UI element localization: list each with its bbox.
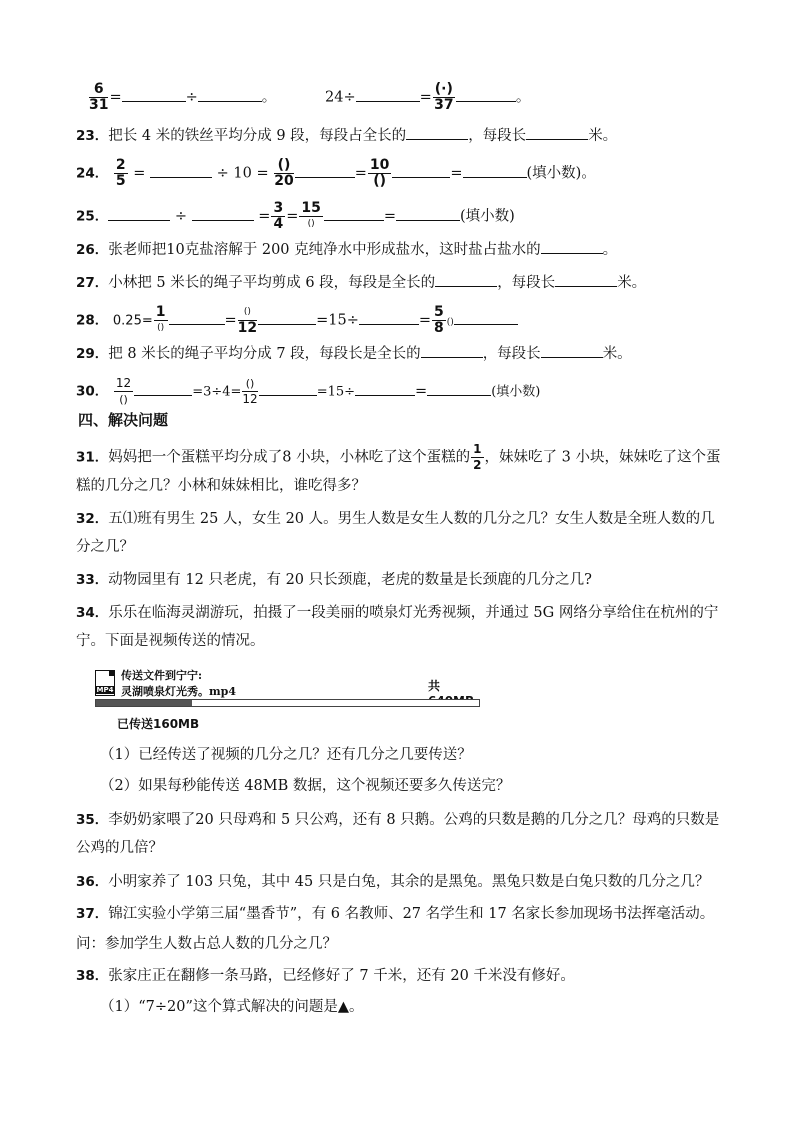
answer-blank[interactable] bbox=[396, 205, 460, 221]
question-30: 30． $\frac{12}{()}$ =3÷4= $\frac{()}{12}$ =15÷ = (填小数) bbox=[76, 376, 541, 406]
question-38: 38．张家庄正在翻修一条马路，已经修好了 7 千米，还有 20 千米没有修好。 bbox=[76, 968, 575, 984]
answer-blank[interactable] bbox=[555, 271, 617, 287]
question-32: 32．五⑴班有男生 25 人，女生 20 人。男生人数是女生人数的几分之几？女生人数是全班人数的几 bbox=[76, 511, 715, 527]
answer-blank[interactable] bbox=[392, 162, 450, 178]
section-heading: 四、解决问题 bbox=[78, 411, 169, 429]
question-35: 35．李奶奶家喂了20 只母鸡和 5 只公鸡，还有 8 只鹅。公鸡的只数是鹅的几分之几？母鸡的只数是 bbox=[76, 812, 720, 828]
fraction: $\frac{15}{()}$ bbox=[301, 200, 321, 229]
question-34-sub1: （1）已经传送了视频的几分之几？还有几分之几要传送？ bbox=[100, 747, 472, 763]
transfer-total-size: 共 bbox=[428, 679, 441, 693]
fraction: $\frac{()}{12}$ bbox=[237, 307, 258, 336]
answer-blank[interactable] bbox=[463, 162, 527, 178]
fraction: $\frac{(\cdot)}{37}$ bbox=[434, 81, 454, 113]
answer-blank[interactable] bbox=[356, 86, 420, 102]
question-34: 34．乐乐在临海灵湖游玩，拍摄了一段美丽的喷泉灯光秀视频，并通过 5G 网络分享给住在杭州的宁 bbox=[76, 605, 719, 621]
answer-blank[interactable] bbox=[541, 238, 603, 254]
question-38-sub1: （1）“7÷20”这个算式解决的问题是▲。 bbox=[100, 999, 364, 1015]
answer-blank[interactable] bbox=[122, 86, 186, 102]
question-26: 26．张老师把10克盐溶解于 200 克纯净水中形成盐水，这时盐占盐水的 。 bbox=[76, 238, 617, 260]
question-37: 37．锦江实验小学第三届“墨香节”，有 6 名教师、27 名学生和 17 名家长参加现场书法挥毫活动。 bbox=[76, 906, 715, 922]
transfer-progress-fill bbox=[96, 700, 192, 706]
answer-blank[interactable] bbox=[324, 205, 384, 221]
question-35-line2: 公鸡的几倍？ bbox=[76, 840, 163, 856]
answer-blank[interactable] bbox=[192, 205, 254, 221]
answer-blank[interactable] bbox=[134, 380, 192, 396]
answer-blank[interactable] bbox=[295, 162, 355, 178]
question-27: 27．小林把 5 米长的绳子平均剪成 6 段，每段是全长的 ，每段长 米。 bbox=[76, 271, 646, 293]
question-34-line2: 宁。下面是视频传送的情况。 bbox=[76, 633, 265, 649]
question-32-line2: 分之几？ bbox=[76, 539, 134, 555]
fraction: $\frac{1}{2}$ bbox=[473, 442, 482, 472]
answer-blank[interactable] bbox=[421, 342, 483, 358]
question-33: 33．动物园里有 12 只老虎，有 20 只长颈鹿，老虎的数量是长颈鹿的几分之几? bbox=[76, 572, 592, 588]
answer-blank[interactable] bbox=[435, 271, 497, 287]
answer-blank[interactable] bbox=[526, 124, 588, 140]
question-31: 31．妈妈把一个蛋糕平均分成了8 小块，小林吃了这个蛋糕的 $\frac{1}{2}$ ，妹妹吃了 3 小块，妹妹吃了这个蛋 bbox=[76, 442, 721, 472]
question-31-line2: 糕的几分之几？小林和妹妹相比，谁吃得多？ bbox=[76, 478, 366, 494]
question-22: $\frac{6}{31}$ = ÷ 。 bbox=[89, 81, 277, 113]
transfer-title: 传送文件到宁宁: bbox=[121, 669, 203, 682]
question-22-right: 24÷ = $\frac{(\cdot)}{37}$ 。 bbox=[325, 81, 531, 113]
answer-blank[interactable] bbox=[454, 309, 518, 325]
fraction: $\frac{12}{()}$ bbox=[115, 376, 132, 406]
answer-blank[interactable] bbox=[359, 309, 419, 325]
answer-blank[interactable] bbox=[108, 205, 170, 221]
question-34-sub2: （2）如果每秒能传送 48MB 数据，这个视频还要多久传送完？ bbox=[100, 778, 511, 794]
transfer-filename: 灵湖喷泉灯光秀。mp4 bbox=[121, 685, 236, 698]
answer-blank[interactable] bbox=[150, 162, 212, 178]
answer-blank[interactable] bbox=[355, 380, 415, 396]
question-28: 28． 0.25= $\frac{1}{()}$ = $\frac{()}{12}$ =15÷ = $\frac{5}{8}$ () bbox=[76, 305, 518, 336]
answer-blank[interactable] bbox=[406, 124, 468, 140]
answer-blank[interactable] bbox=[456, 86, 516, 102]
fraction: $\frac{()}{12}$ bbox=[242, 377, 258, 406]
answer-blank[interactable] bbox=[259, 380, 317, 396]
question-36: 36．小明家养了 103 只兔，其中 45 只是白兔，其余的是黑兔。黑兔只数是白兔只数的几分之几？ bbox=[76, 874, 710, 890]
answer-blank[interactable] bbox=[198, 86, 262, 102]
transfer-sent-size: 已传送160MB bbox=[117, 717, 200, 731]
fraction: $\frac{6}{31}$ bbox=[89, 81, 109, 113]
fraction: $\frac{10}{()}$ bbox=[369, 157, 390, 189]
answer-blank[interactable] bbox=[258, 309, 316, 325]
question-23: 23．把长 4 米的铁丝平均分成 9 段，每段占全长的 ，每段长 米。 bbox=[76, 124, 617, 146]
fraction: $\frac{3}{4}$ bbox=[273, 200, 284, 232]
file-transfer-panel bbox=[95, 666, 483, 731]
fraction: $\frac{()}{20}$ bbox=[274, 157, 294, 189]
question-37-line2: 问：参加学生人数占总人数的几分之几？ bbox=[76, 936, 337, 952]
transfer-progress-bar bbox=[95, 699, 480, 707]
mp4-file-icon: MP4 bbox=[95, 670, 115, 696]
fraction: $\frac{5}{8}$ bbox=[434, 304, 444, 336]
question-25: 25． ÷ = $\frac{3}{4}$ = $\frac{15}{()}$ = (填小数) bbox=[76, 200, 515, 232]
answer-blank[interactable] bbox=[427, 380, 491, 396]
question-29: 29．把 8 米长的绳子平均分成 7 段，每段长是全长的 ，每段长 米。 bbox=[76, 342, 632, 364]
question-24: 24． $\frac{2}{5}$ = ÷ 10 = $\frac{()}{20}$ = $\frac{10}{()}$ = (填小数)。 bbox=[76, 157, 596, 189]
fraction: $\frac{1}{()}$ bbox=[155, 304, 166, 333]
answer-blank[interactable] bbox=[169, 309, 225, 325]
fraction: $\frac{2}{5}$ bbox=[115, 157, 126, 189]
answer-blank[interactable] bbox=[541, 342, 603, 358]
